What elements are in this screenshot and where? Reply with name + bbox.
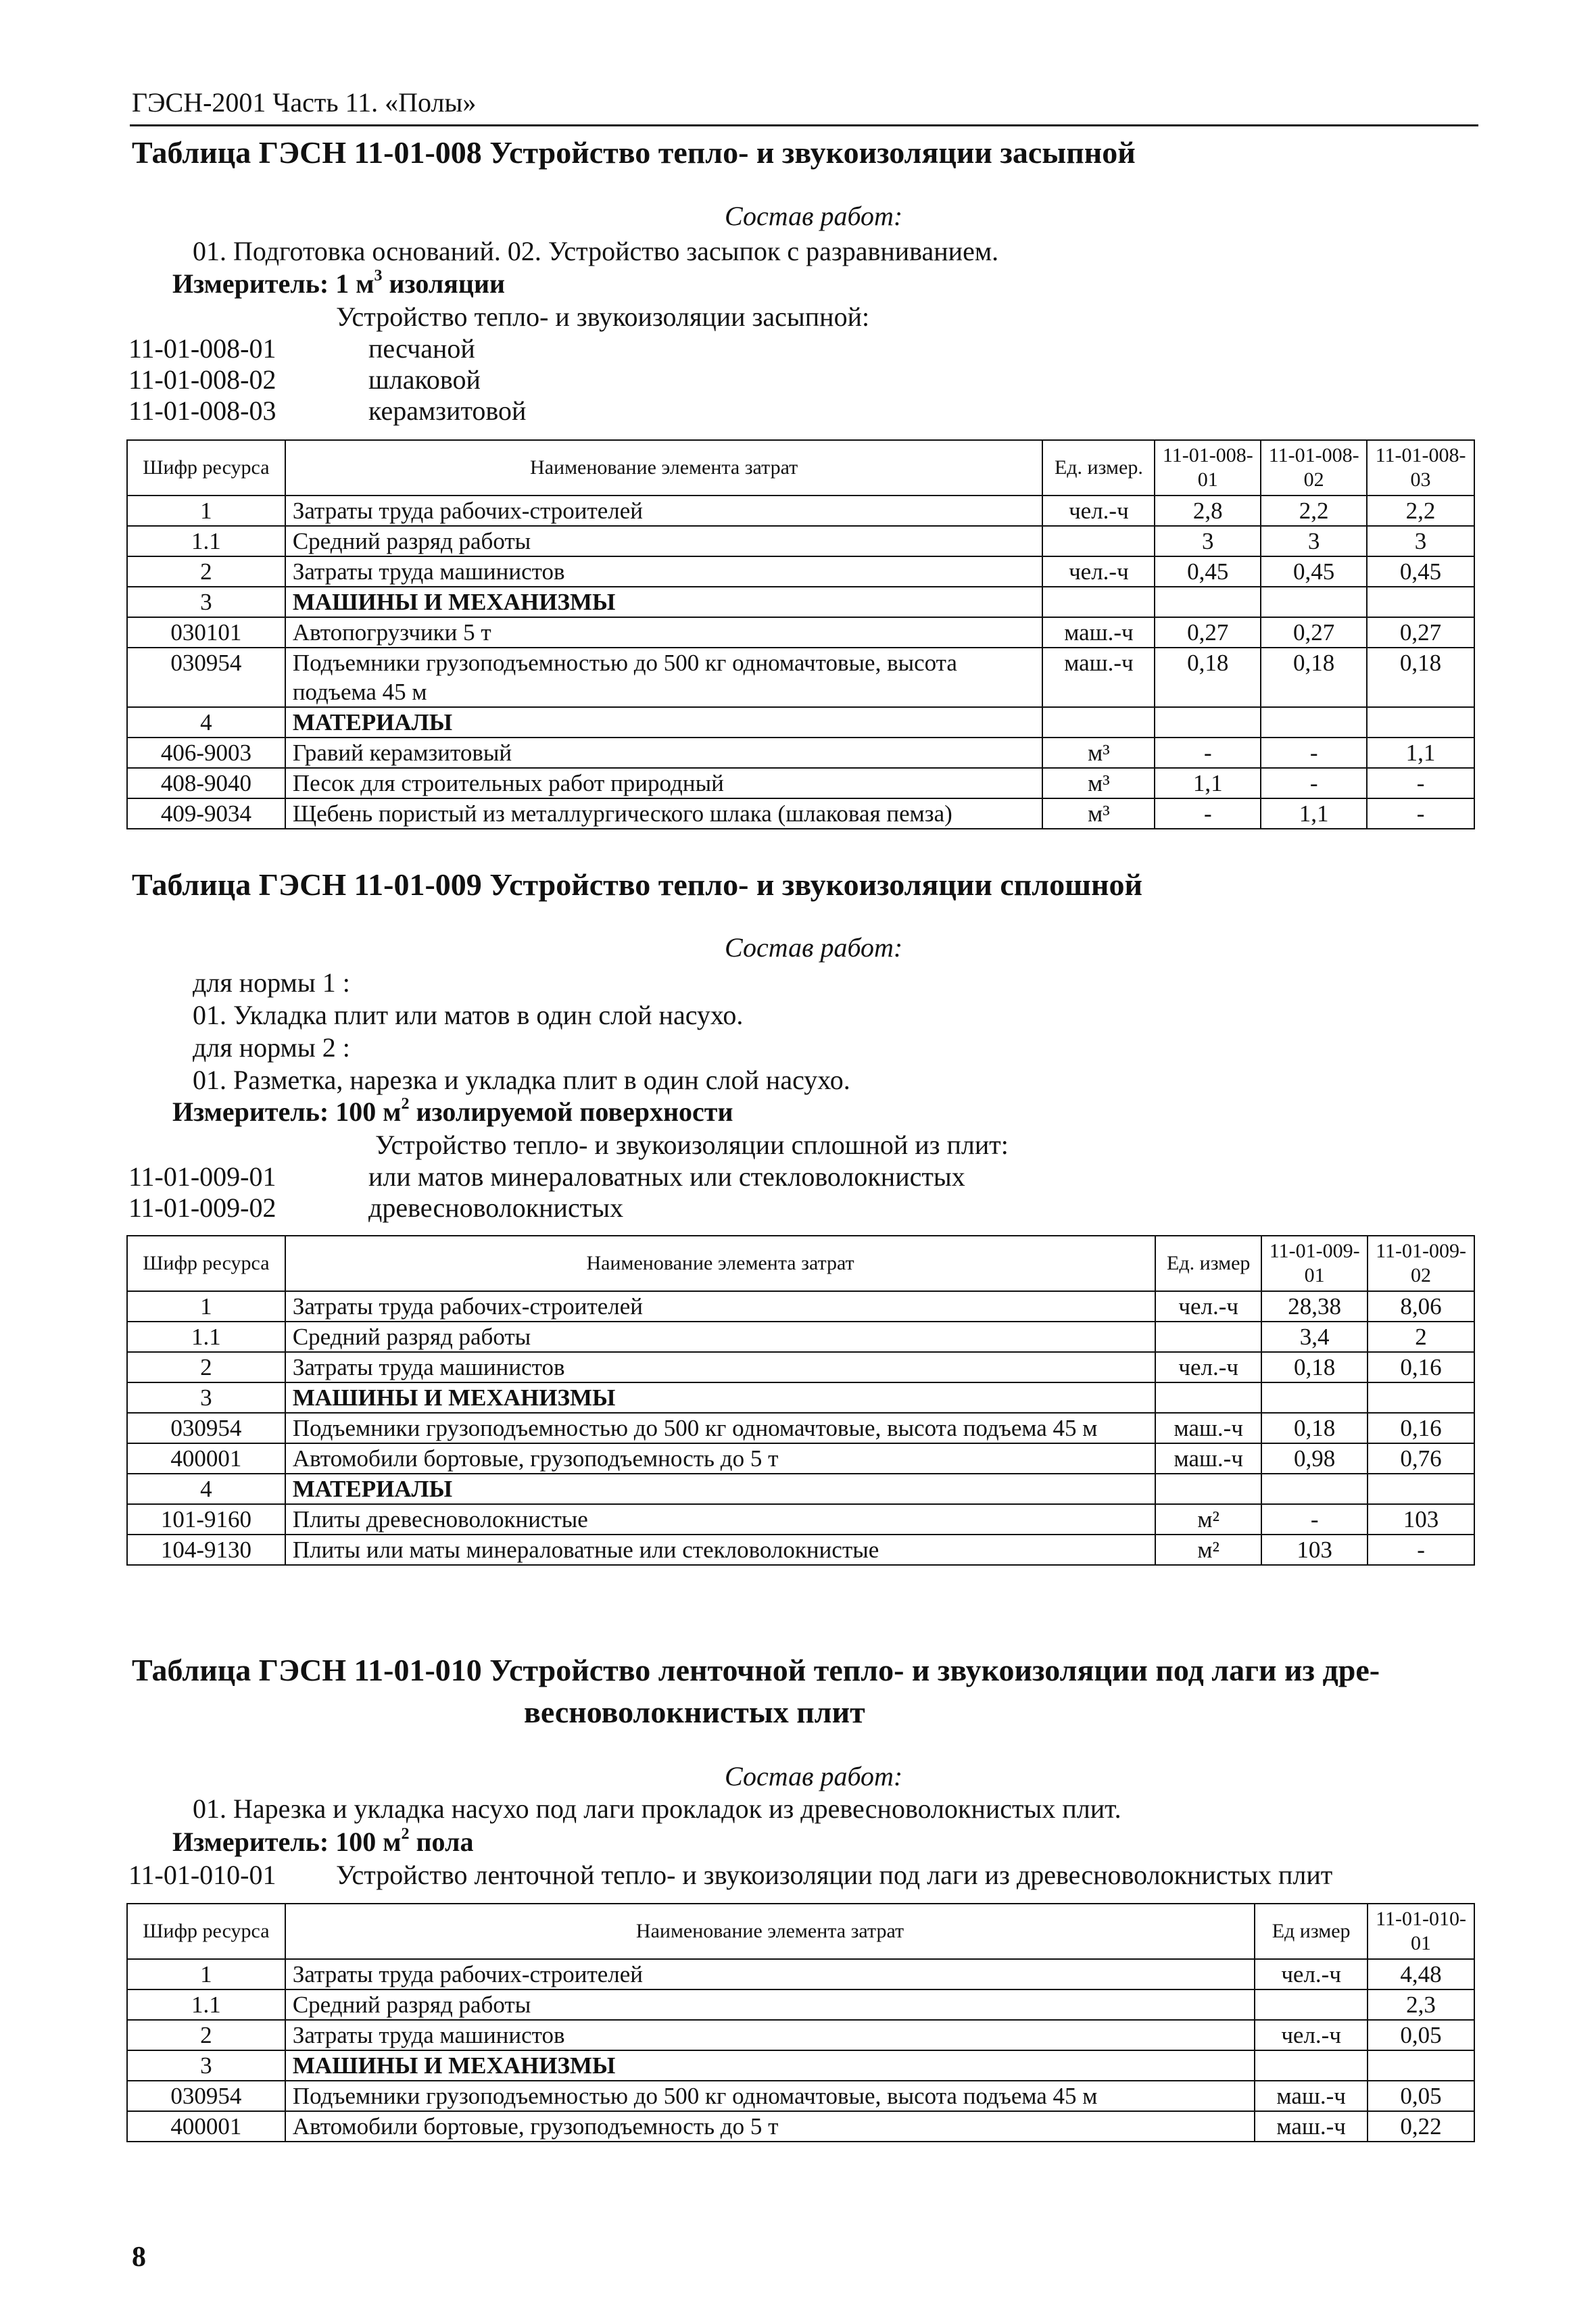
value: 0,16	[1368, 1413, 1474, 1443]
resource-code: 030954	[127, 1413, 285, 1443]
unit: чел.-ч	[1155, 1291, 1261, 1322]
composition-label: Состав работ:	[725, 932, 903, 963]
section-name: МАШИНЫ И МЕХАНИЗМЫ	[285, 2050, 1255, 2081]
value: -	[1261, 768, 1367, 798]
table-row	[127, 1413, 1474, 1443]
column-header: Ед измер	[1255, 1904, 1368, 1959]
value: 0,05	[1368, 2081, 1474, 2111]
meter-label: Измеритель:	[172, 1096, 329, 1127]
cost-element: Подъемники грузоподъемностью до 500 кг одномачтовые, высота подъема 45 м	[285, 648, 1043, 707]
table-row	[127, 496, 1474, 526]
cost-element: Затраты труда машинистов	[285, 1352, 1155, 1382]
table-row	[127, 2111, 1474, 2142]
resource-code: 2	[127, 1352, 285, 1382]
norm-code: 11-01-009-02	[128, 1192, 276, 1223]
value: 3	[1261, 526, 1367, 556]
value: -	[1367, 768, 1474, 798]
norm-name: или матов минераловатных или стекловолокнистых	[368, 1161, 965, 1192]
meter-sup: 2	[401, 1095, 410, 1113]
unit: чел.-ч	[1155, 1352, 1261, 1382]
value: -	[1261, 738, 1367, 768]
column-header: 11-01-008-02	[1261, 440, 1367, 496]
meter-value: 1 м	[335, 268, 374, 299]
table-title: Таблица ГЭСН 11-01-008 Устройство тепло- и звукоизоляции засыпной	[132, 135, 1136, 170]
value: 0,05	[1368, 2020, 1474, 2050]
value: 0,27	[1367, 617, 1474, 648]
norm-code: 11-01-010-01	[128, 1860, 276, 1890]
value: 0,16	[1368, 1352, 1474, 1382]
resource-code: 030954	[127, 648, 285, 707]
resource-code: 408-9040	[127, 768, 285, 798]
norm-name: древесноволокнистых	[368, 1192, 624, 1223]
table-row	[127, 738, 1474, 768]
value: 0,18	[1261, 1352, 1368, 1382]
composition-line: 01. Укладка плит или матов в один слой насухо.	[193, 1000, 744, 1030]
value: 0,22	[1368, 2111, 1474, 2142]
unit: м²	[1155, 1535, 1261, 1565]
value: 0,18	[1261, 1413, 1368, 1443]
table-row	[127, 1443, 1474, 1474]
value: 0,98	[1261, 1443, 1368, 1474]
value: 0,45	[1367, 556, 1474, 587]
table-row	[127, 1474, 1474, 1504]
column-header: 11-01-010-01	[1368, 1904, 1474, 1959]
table-row	[127, 648, 1474, 707]
meter-label: Измеритель:	[172, 268, 329, 299]
column-header: 11-01-009-02	[1368, 1236, 1474, 1291]
meter-line	[172, 267, 505, 299]
resource-code: 030101	[127, 617, 285, 648]
resource-code: 4	[127, 1474, 285, 1504]
table-row	[127, 1322, 1474, 1352]
unit	[1155, 1322, 1261, 1352]
norm-name: песчаной	[368, 333, 475, 364]
table-row	[127, 556, 1474, 587]
table-row	[127, 1959, 1474, 1989]
meter-line	[172, 1825, 473, 1858]
table-title-continued: весноволокнистых плит	[524, 1695, 865, 1729]
norms-table	[126, 1903, 1475, 2142]
column-header: 11-01-008-01	[1155, 440, 1261, 496]
cost-element: Затраты труда машинистов	[285, 556, 1043, 587]
table-title: Таблица ГЭСН 11-01-010 Устройство ленточной тепло- и звукоизоляции под лаги из дре-	[132, 1653, 1380, 1687]
composition-line: 01. Нарезка и укладка насухо под лаги прокладок из древесноволокнистых плит.	[193, 1793, 1121, 1824]
value: 0,18	[1261, 648, 1367, 707]
meter-value: 100 м	[335, 1827, 402, 1857]
value: 0,27	[1261, 617, 1367, 648]
resource-code: 4	[127, 707, 285, 738]
running-header: ГЭСН-2001 Часть 11. «Полы»	[132, 87, 477, 118]
value: 3,4	[1261, 1322, 1368, 1352]
column-header: 11-01-009-01	[1261, 1236, 1368, 1291]
value: 3	[1155, 526, 1261, 556]
resource-code: 104-9130	[127, 1535, 285, 1565]
value: 3	[1367, 526, 1474, 556]
unit: чел.-ч	[1042, 496, 1155, 526]
value: 1,1	[1261, 798, 1367, 829]
cost-element: Средний разряд работы	[285, 526, 1043, 556]
value: 0,45	[1155, 556, 1261, 587]
value: -	[1261, 1504, 1368, 1535]
resource-code: 1	[127, 1959, 285, 1989]
table-header-row	[127, 440, 1474, 496]
table-row	[127, 1291, 1474, 1322]
table-row	[127, 1352, 1474, 1382]
cost-element: Автомобили бортовые, грузоподъемность до 5 т	[285, 2111, 1255, 2142]
column-header: Наименование элемента затрат	[285, 440, 1043, 496]
unit: м³	[1042, 738, 1155, 768]
unit: м³	[1042, 768, 1155, 798]
cost-element: Плиты или маты минераловатные или стекловолокнистые	[285, 1535, 1155, 1565]
value: 1,1	[1155, 768, 1261, 798]
composition-label: Состав работ:	[725, 201, 903, 231]
resource-code: 3	[127, 1382, 285, 1413]
value: 2,2	[1261, 496, 1367, 526]
section-name: МАТЕРИАЛЫ	[285, 707, 1043, 738]
cost-element: Затраты труда рабочих-строителей	[285, 1291, 1155, 1322]
value: -	[1368, 1535, 1474, 1565]
resource-code: 409-9034	[127, 798, 285, 829]
table-row	[127, 707, 1474, 738]
norm-code: 11-01-008-02	[128, 364, 276, 395]
meter-rest: изоляции	[382, 268, 506, 299]
value: 0,18	[1155, 648, 1261, 707]
table-row	[127, 2081, 1474, 2111]
resource-code: 400001	[127, 1443, 285, 1474]
resource-code: 1.1	[127, 1322, 285, 1352]
resource-code: 3	[127, 587, 285, 617]
value: 103	[1261, 1535, 1368, 1565]
table-row	[127, 1989, 1474, 2020]
group-title: Устройство тепло- и звукоизоляции сплошной из плит:	[375, 1130, 1009, 1160]
cost-element: Затраты труда машинистов	[285, 2020, 1255, 2050]
column-header: Ед. измер.	[1042, 440, 1155, 496]
value: 0,27	[1155, 617, 1261, 648]
unit: чел.-ч	[1042, 556, 1155, 587]
column-header: Шифр ресурса	[127, 440, 285, 496]
resource-code: 030954	[127, 2081, 285, 2111]
value: 8,06	[1368, 1291, 1474, 1322]
unit: м³	[1042, 798, 1155, 829]
value: 28,38	[1261, 1291, 1368, 1322]
value: 1,1	[1367, 738, 1474, 768]
value: 2,8	[1155, 496, 1261, 526]
section-name: МАТЕРИАЛЫ	[285, 1474, 1155, 1504]
column-header: 11-01-008-03	[1367, 440, 1474, 496]
cost-element: Подъемники грузоподъемностью до 500 кг одномачтовые, высота подъема 45 м	[285, 1413, 1155, 1443]
column-header: Наименование элемента затрат	[285, 1236, 1155, 1291]
value: 2,2	[1367, 496, 1474, 526]
value: 0,45	[1261, 556, 1367, 587]
norm-code: 11-01-009-01	[128, 1161, 276, 1192]
norm-name: керамзитовой	[368, 395, 527, 426]
cost-element: Плиты древесноволокнистые	[285, 1504, 1155, 1535]
column-header: Шифр ресурса	[127, 1236, 285, 1291]
table-row	[127, 768, 1474, 798]
unit: маш.-ч	[1255, 2111, 1368, 2142]
value: 0,18	[1367, 648, 1474, 707]
unit	[1255, 1989, 1368, 2020]
column-header: Наименование элемента затрат	[285, 1904, 1255, 1959]
value: 103	[1368, 1504, 1474, 1535]
resource-code: 1.1	[127, 1989, 285, 2020]
cost-element: Затраты труда рабочих-строителей	[285, 496, 1043, 526]
resource-code: 400001	[127, 2111, 285, 2142]
cost-element: Средний разряд работы	[285, 1989, 1255, 2020]
composition-line: для нормы 1 :	[193, 967, 350, 998]
value: 2,3	[1368, 1989, 1474, 2020]
cost-element: Подъемники грузоподъемностью до 500 кг одномачтовые, высота подъема 45 м	[285, 2081, 1255, 2111]
norm-name: Устройство ленточной тепло- и звукоизоляции под лаги из древесноволокнистых плит	[336, 1860, 1333, 1890]
table-row	[127, 526, 1474, 556]
table-row	[127, 1535, 1474, 1565]
table-row	[127, 1382, 1474, 1413]
table-header-row	[127, 1904, 1474, 1959]
unit	[1042, 526, 1155, 556]
cost-element: Затраты труда рабочих-строителей	[285, 1959, 1255, 1989]
meter-line	[172, 1095, 733, 1128]
meter-rest: пола	[409, 1827, 474, 1857]
table-title: Таблица ГЭСН 11-01-009 Устройство тепло- и звукоизоляции сплошной	[132, 867, 1142, 902]
meter-value: 100 м	[335, 1096, 402, 1127]
unit: чел.-ч	[1255, 2020, 1368, 2050]
norms-table	[126, 439, 1475, 829]
meter-label: Измеритель:	[172, 1827, 329, 1857]
resource-code: 101-9160	[127, 1504, 285, 1535]
resource-code: 1	[127, 1291, 285, 1322]
cost-element: Щебень пористый из металлургического шлака (шлаковая пемза)	[285, 798, 1043, 829]
resource-code: 406-9003	[127, 738, 285, 768]
section-name: МАШИНЫ И МЕХАНИЗМЫ	[285, 587, 1043, 617]
resource-code: 3	[127, 2050, 285, 2081]
composition-label: Состав работ:	[725, 1761, 903, 1791]
unit: маш.-ч	[1042, 648, 1155, 707]
value: 0,76	[1368, 1443, 1474, 1474]
cost-element: Средний разряд работы	[285, 1322, 1155, 1352]
table-row	[127, 1504, 1474, 1535]
page-number: 8	[132, 2242, 146, 2273]
composition-line: для нормы 2 :	[193, 1032, 350, 1063]
composition-line: 01. Разметка, нарезка и укладка плит в один слой насухо.	[193, 1065, 850, 1095]
value: -	[1155, 738, 1261, 768]
cost-element: Автомобили бортовые, грузоподъемность до 5 т	[285, 1443, 1155, 1474]
cost-element: Гравий керамзитовый	[285, 738, 1043, 768]
table-row	[127, 2050, 1474, 2081]
resource-code: 1.1	[127, 526, 285, 556]
meter-sup: 2	[401, 1825, 410, 1843]
unit: м²	[1155, 1504, 1261, 1535]
resource-code: 1	[127, 496, 285, 526]
table-header-row	[127, 1236, 1474, 1291]
unit: маш.-ч	[1042, 617, 1155, 648]
resource-code: 2	[127, 556, 285, 587]
cost-element: Автопогрузчики 5 т	[285, 617, 1043, 648]
unit: маш.-ч	[1155, 1443, 1261, 1474]
value: -	[1155, 798, 1261, 829]
value: 4,48	[1368, 1959, 1474, 1989]
norm-code: 11-01-008-01	[128, 333, 276, 364]
unit: маш.-ч	[1155, 1413, 1261, 1443]
composition-line: 01. Подготовка оснований. 02. Устройство засыпок с разравниванием.	[193, 236, 999, 266]
resource-code: 2	[127, 2020, 285, 2050]
unit: маш.-ч	[1255, 2081, 1368, 2111]
value: 2	[1368, 1322, 1474, 1352]
norm-code: 11-01-008-03	[128, 395, 276, 426]
norm-name: шлаковой	[368, 364, 481, 395]
cost-element: Песок для строительных работ природный	[285, 768, 1043, 798]
value: -	[1367, 798, 1474, 829]
meter-sup: 3	[374, 267, 383, 285]
table-row	[127, 798, 1474, 829]
column-header: Шифр ресурса	[127, 1904, 285, 1959]
group-title: Устройство тепло- и звукоизоляции засыпной:	[336, 301, 870, 332]
section-name: МАШИНЫ И МЕХАНИЗМЫ	[285, 1382, 1155, 1413]
table-row	[127, 587, 1474, 617]
unit: чел.-ч	[1255, 1959, 1368, 1989]
column-header: Ед. измер	[1155, 1236, 1261, 1291]
header-rule	[130, 124, 1478, 126]
table-row	[127, 2020, 1474, 2050]
meter-rest: изолируемой поверхности	[409, 1096, 733, 1127]
table-row	[127, 617, 1474, 648]
norms-table	[126, 1235, 1475, 1566]
